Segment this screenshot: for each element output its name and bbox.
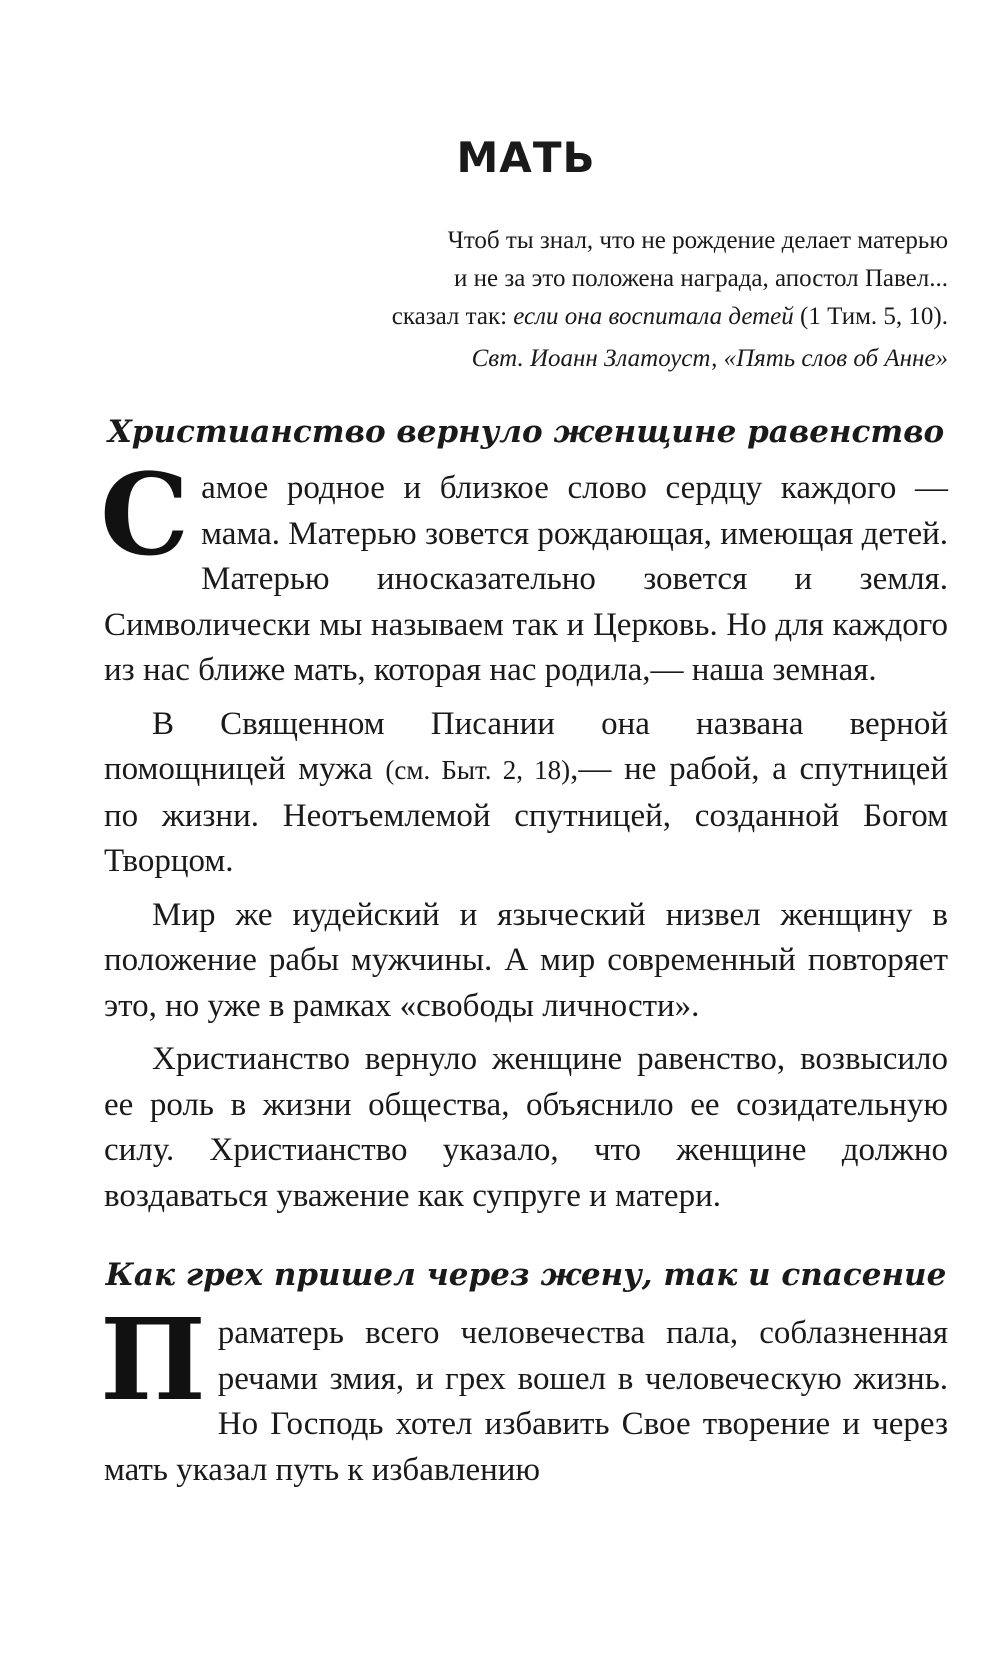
- paragraph-3: Мир же иудейский и языческий низвел женщину в положение рабы мужчины. А мир современный повторяет это, но уже в рамках «свободы личности».: [104, 896, 948, 1024]
- paragraph-2-text-b: ,— не рабой, а спутницей по жизни. Неотъемлемой спутницей, созданной Богом Творцом.: [104, 751, 948, 879]
- epigraph-line-3-plain: сказал так:: [391, 303, 514, 330]
- epigraph: [104, 222, 948, 378]
- epigraph-reference: (1 Тим. 5, 10).: [793, 303, 948, 330]
- chapter-title: МАТЬ: [456, 133, 596, 182]
- epigraph-line-2: и не за это положена награда, апостол Павел...: [454, 265, 948, 292]
- epigraph-attribution: Свт. Иоанн Златоуст, «Пять слов об Анне»: [471, 345, 948, 372]
- section-heading-1: Христианство вернуло женщине равенство: [107, 414, 945, 450]
- paragraph-2-text-a: В Священном Писании она названа верной помощницей мужа: [104, 705, 948, 787]
- paragraph-5-text: раматерь всего человечества пала, соблазненная речами змия, и грех вошел в человеческую жизнь. Но Господь хотел избавить Свое творение и через мать указал путь к избавлению: [104, 1315, 948, 1488]
- epigraph-line-3: [104, 298, 948, 336]
- paragraph-2: [104, 702, 948, 885]
- section-heading-2: Как грех пришел через жену, так и спасение: [105, 1257, 947, 1293]
- paragraph-1-text: амое родное и близкое слово сердцу каждого — мама. Матерью зовется рождающая, имеющая детей. Матерью иносказательно зовется и земля. Символически мы называем так и Церковь. Но для каждого из нас ближе мать, которая нас родила,— наша земная.: [104, 470, 948, 688]
- dropcap-2: П: [100, 1295, 206, 1426]
- paragraph-5: [100, 1295, 948, 1493]
- bible-reference: (см. Быт. 2, 18): [385, 755, 571, 785]
- section-1-body: [100, 450, 948, 1219]
- dropcap-1: С: [100, 450, 190, 581]
- section-2-body: [100, 1295, 948, 1493]
- epigraph-line-1: Чтоб ты знал, что не рождение делает матерью: [447, 227, 948, 254]
- paragraph-1: [100, 450, 948, 694]
- paragraph-4: Христианство вернуло женщине равенство, возвысило ее роль в жизни общества, объяснило ее созидательную силу. Христианство указало, что женщине должно воздаваться уважение как супруге и матери.: [104, 1041, 948, 1214]
- epigraph-quote: если она воспитала детей: [513, 303, 794, 330]
